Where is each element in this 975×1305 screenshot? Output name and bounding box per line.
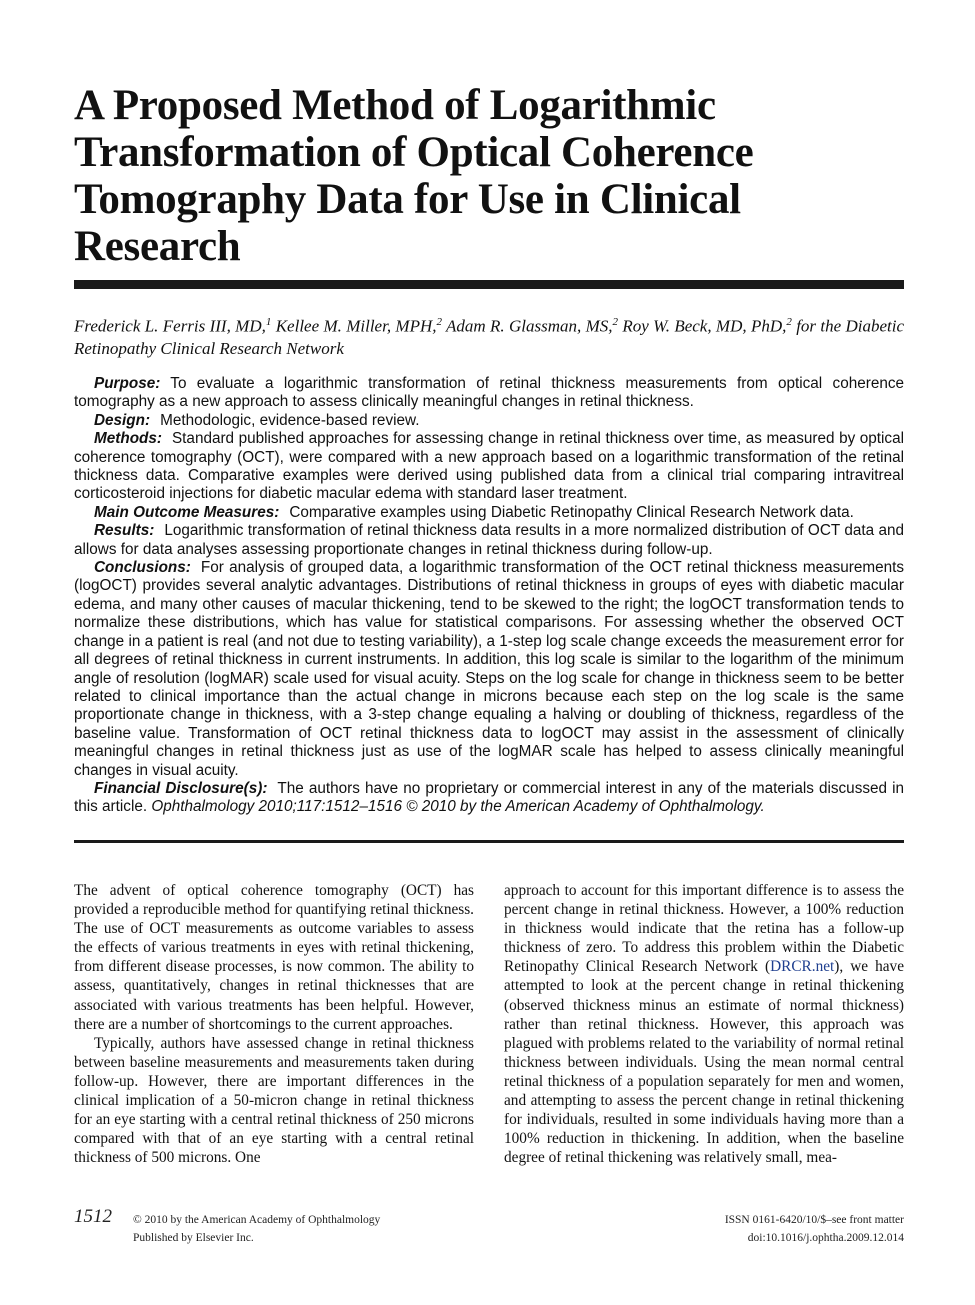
abstract-divider [74,840,904,843]
body-paragraph: The advent of optical coherence tomography (OCT) has provided a reproducible method for quantifying retinal thickness. The use of OCT measurements as outcome variables to assess the effects of various treatments in eyes with retinal thickening, from different disease processes, is now common. The ability to assess, quantitatively, changes in retinal thicknesses that are associated with various treatments has been helpful. However, there are a number of shortcomings to the current approaches. [74,882,474,1033]
abstract-text: Logarithmic transformation of retinal thickness data results in a more normalized distribution of OCT data and allows for data analyses assessing proportionate changes in retinal thickness during follow-up. [74,522,904,558]
abstract-label: Conclusions: [94,559,191,577]
body-column-right [504,881,904,1167]
abstract-purpose [74,375,904,412]
body-paragraph: Typically, authors have assessed change in retinal thickness between baseline measurements and measurements taken during follow-up. However, there are important differences in the clinical implication of a 50-micron change in retinal thickness for an eye starting with a central retinal thickness of 250 microns compared with that of an eye starting with a central retinal thickness of 500 microns. One [74,1034,474,1167]
author-name: Roy W. Beck, MD, PhD, [622,316,787,336]
author-list [74,311,904,360]
title-divider [74,280,904,289]
abstract-conclusions [74,559,904,780]
abstract-text: Methodologic, evidence-based review. [160,411,420,429]
copyright-notice [133,1211,380,1247]
publisher-line: Published by Elsevier Inc. [133,1232,254,1244]
abstract-label: Purpose: [94,375,161,392]
author-name: Kellee M. Miller, MPH, [275,316,437,336]
abstract-design [74,412,904,430]
abstract-label: Design: [94,411,151,429]
affiliation-mark: 2 [436,316,442,328]
author-name: Frederick L. Ferris III, MD, [74,316,266,336]
research-group: for the Diabetic Retinopathy Clinical Research Network [74,316,905,358]
abstract-label: Main Outcome Measures: [94,503,280,521]
abstract-results [74,522,904,559]
abstract-text: To evaluate a logarithmic transformation of retinal thickness measurements from optical coherence tomography as a new approach to assess clinically meaningful changes in retinal thickness. [74,375,904,411]
abstract-text: The authors have no proprietary or commercial interest in any of the materials discussed in this article. [74,779,905,816]
doi-line: doi:10.1016/j.ophtha.2009.12.014 [747,1232,904,1244]
drcr-link[interactable]: DRCR.net [770,958,835,976]
article-title: A Proposed Method of Logarithmic Transformation of Optical Coherence Tomography Data for Use in Clinical Research [74,82,754,270]
page-number: 1512 [74,1206,112,1227]
affiliation-mark: 1 [265,316,272,328]
body-text: approach to account for this important difference is to assess the percent change in retinal thickness. However, a 100% reduction in thickness would indicate that the retina has a follow-up thickness of zero. To address this problem within the Diabetic Retinopathy Clinical Research Network ( [504,882,904,976]
abstract-methods [74,430,904,504]
copyright-line: © 2010 by the American Academy of Ophthalmology [133,1214,381,1226]
body-column-left [74,881,474,1167]
affiliation-mark: 2 [612,316,619,328]
affiliation-mark: 2 [786,316,792,328]
abstract [74,375,904,817]
abstract-outcome-measures [74,504,904,522]
abstract-label: Financial Disclosure(s): [94,779,268,797]
issn-doi-block [725,1211,904,1247]
abstract-label: Results: [94,522,155,540]
abstract-text: Standard published approaches for assessing change in retinal thickness over time, as measured by optical coherence tomography (OCT), were compared with a new approach based on a logarithmic transformation of the retinal thickness data. Comparative examples were derived using published data from a clinical trial comparing intravitreal corticosteroid injections for diabetic macular edema with standard laser treatment. [74,430,904,503]
body-paragraph [504,881,904,1167]
abstract-label: Methods: [94,430,162,448]
body-text: ), we have attempted to look at the percent change in retinal thickening (observed thickness minus an estimate of normal thickness) rather than retinal thickness. However, this approach was plagued with problems related to the variability of normal retinal thickness between individuals. Using the mean normal central retinal thickness of a population separately for men and women, and attempting to assess the percent change in retinal thickening for individuals, resulted in some individuals having more than a 100% reduction in thickening. In addition, when the baseline degree of retinal thickening was relatively small, mea- [504,958,904,1167]
journal-citation: Ophthalmology 2010;117:1512–1516 © 2010 by the American Academy of Ophthalmology. [151,798,765,816]
issn-line: ISSN 0161-6420/10/$–see front matter [724,1214,904,1226]
abstract-text: Comparative examples using Diabetic Retinopathy Clinical Research Network data. [289,503,854,521]
author-name: Adam R. Glassman, MS, [446,316,613,336]
abstract-text: For analysis of grouped data, a logarithmic transformation of the OCT retinal thickness measurements (logOCT) provides several analytic advantages. Distributions of retinal thickness in groups of eyes with diabetic macular edema, and many other causes of macular thickening, tend to be skewed to the right; the logOCT transformation tends to normalize these distributions, which has value for statistical comparisons. For assessing whether the observed OCT change in a patient is real (and not due to testing variability), a 1-step log scale change exceeds the measurement error for all degrees of retinal thickness in current instruments. In addition, this log scale is similar to the logarithm of the minimum angle of resolution (logMAR) scale used for visual acuity. Steps on the log scale for change in thickness seem to be better related to clinical importance than the actual change in microns because each step on the log scale is the same proportionate change in thickness, with a 3-step change equaling a halving or doubling of thickness, regardless of the baseline value. Transformation of OCT retinal thickness data to logOCT may assist in the assessment of clinically meaningful changes in retinal thickness just as use of the logMAR scale has helped to assess clinically meaningful changes in visual acuity. [74,559,904,779]
abstract-disclosure [74,780,904,817]
